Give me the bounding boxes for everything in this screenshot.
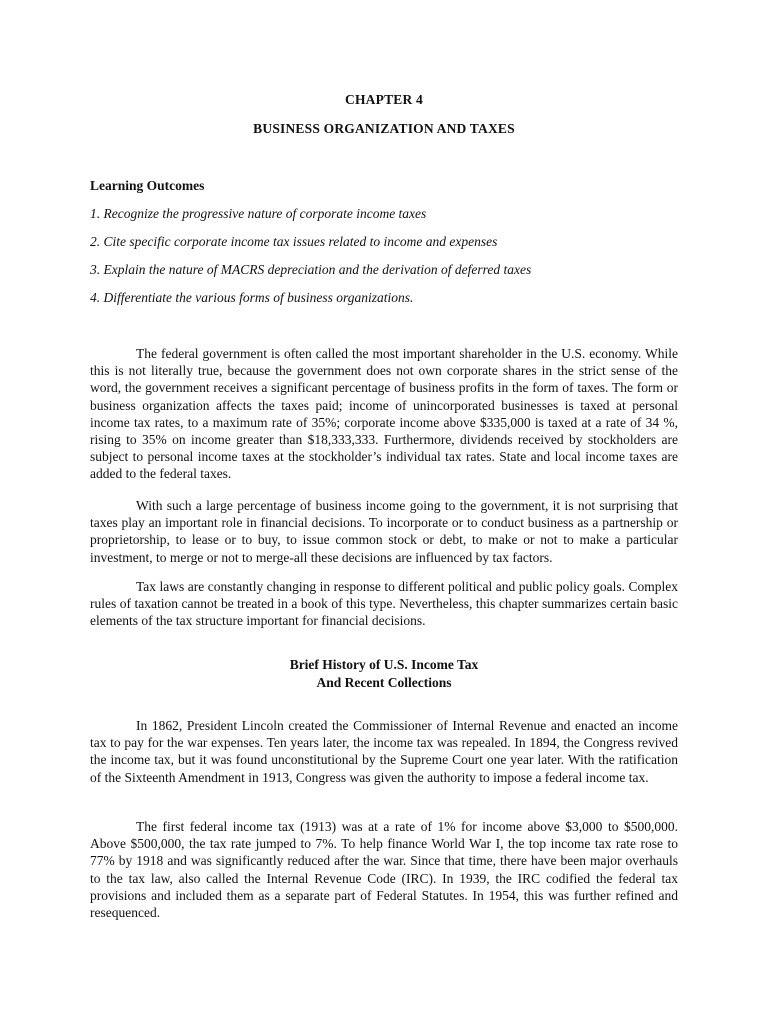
section-heading: [0, 656, 768, 691]
learning-outcome-item: 2. Cite specific corporate income tax issues related to income and expenses: [90, 234, 498, 249]
section-heading-line-2: And Recent Collections: [316, 674, 452, 690]
intro-paragraph-3-block: [90, 578, 678, 630]
chapter-title: BUSINESS ORGANIZATION AND TAXES: [253, 121, 515, 136]
history-paragraph-2-block: [90, 818, 678, 921]
intro-paragraph: Tax laws are constantly changing in response to different political and public policy goals. Complex rules of taxation cannot be treated in a book of this type. Nevertheless, this chapter summarizes certain basic elements of the tax structure important for financial decisions.: [90, 579, 678, 629]
history-paragraph: In 1862, President Lincoln created the Commissioner of Internal Revenue and enacted an income tax to pay for the war expenses. Ten years later, the income tax was repealed. In 1894, the Congress revived the income tax, but it was found unconstitutional by the Supreme Court one year later. With the ratification of the Sixteenth Amendment in 1913, Congress was given the authority to impose a federal income tax.: [90, 718, 678, 785]
intro-paragraph-1-block: [90, 345, 678, 483]
intro-paragraph: With such a large percentage of business income going to the government, it is not surprising that taxes play an important role in financial decisions. To incorporate or to conduct business as a partnership or proprietorship, to lease or to buy, to issue common stock or debt, to make or not to make a particular investment, to merge or not to merge-all these decisions are influenced by tax factors.: [90, 498, 678, 565]
section-heading-line-1: Brief History of U.S. Income Tax: [289, 657, 479, 672]
learning-outcome-item: 4. Differentiate the various forms of business organizations.: [90, 290, 414, 305]
history-paragraph: The first federal income tax (1913) was at a rate of 1% for income above $3,000 to $500,000. Above $500,000, the tax rate jumped to 7%. To help finance World War I, the top income tax rate rose to 77% by 1918 and was significantly reduced after the war. Since that time, there have been major overhauls to the tax law, also called the Internal Revenue Code (IRC). In 1939, the IRC codified the federal tax provisions and included them as a separate part of Federal Statutes. In 1954, this was further refined and resequenced.: [90, 819, 678, 921]
learning-outcomes-heading: Learning Outcomes: [90, 178, 205, 193]
intro-paragraph-2-block: [90, 497, 678, 566]
intro-paragraph: The federal government is often called the most important shareholder in the U.S. economy. While this is not literally true, because the government does not own corporate shares in the strict sense of the word, the government receives a significant percentage of business profits in the form of taxes. The form or business organization affects the taxes paid; income of unincorporated businesses is taxed at personal income tax rates, to a maximum rate of 35%; corporate income above $335,000 is taxed at a rate of 34 %, rising to 35% on income greater than $18,333,333. Furthermore, dividends received by stockholders are subject to personal income taxes at the stockholder’s individual tax rates. State and local income taxes are added to the federal taxes.: [90, 346, 678, 482]
learning-outcome-item: 1. Recognize the progressive nature of corporate income taxes: [90, 206, 427, 221]
learning-outcomes-list: [90, 206, 690, 318]
learning-outcome-item: 3. Explain the nature of MACRS depreciation and the derivation of deferred taxes: [90, 262, 532, 277]
chapter-number: CHAPTER 4: [345, 92, 423, 107]
history-paragraph-1-block: [90, 717, 678, 786]
